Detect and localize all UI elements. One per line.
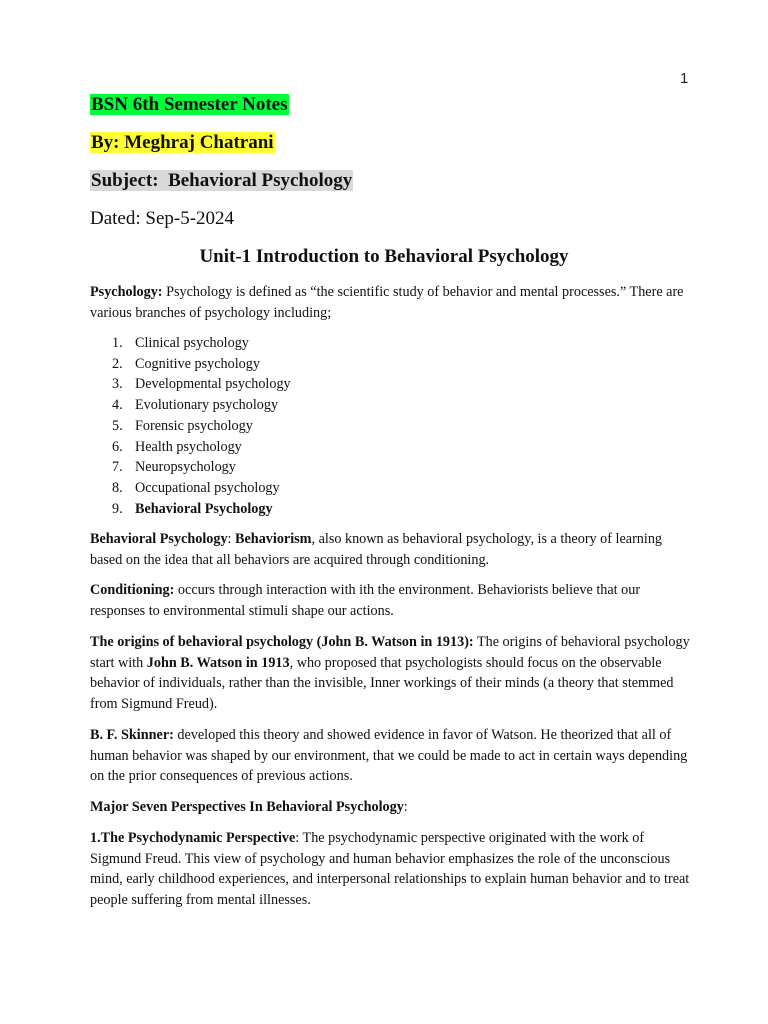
subject-value: Behavioral Psychology — [168, 170, 353, 191]
psychology-definition-text: Psychology is defined as “the scientific study of behavior and mental processes.” There are various branches of psychology including; — [90, 284, 684, 321]
psychodynamic-term: 1.The Psychodynamic Perspective — [90, 830, 296, 846]
list-item-label: Neuropsychology — [135, 459, 236, 476]
behavioral-psychology-paragraph — [90, 529, 690, 570]
list-item — [90, 395, 490, 416]
list-item — [90, 499, 490, 520]
psychodynamic-text: : The psychodynamic perspective originated with the work of Sigmund Freud. This view of psychology and human behavior emphasizes the role of the unconscious mind, early childhood experiences, and interpersonal relationships to explain human behavior and to treat people suffering from mental illnesses. — [90, 830, 690, 909]
list-item — [90, 416, 490, 437]
list-item-label: Behavioral Psychology — [135, 500, 273, 517]
list-item-label: Developmental psychology — [135, 376, 291, 393]
list-item-number: 2. — [112, 355, 123, 372]
document-header-title — [90, 93, 289, 117]
watson-term: John B. Watson in 1913 — [146, 654, 290, 671]
list-item-number: 1. — [112, 335, 123, 351]
major-perspectives-colon: : — [403, 799, 408, 815]
list-item-number: 5. — [112, 417, 123, 434]
conditioning-paragraph — [90, 580, 690, 621]
skinner-term: B. F. Skinner: — [90, 727, 174, 743]
skinner-text: developed this theory and showed evidence in favor of Watson. He theorized that all of human behavior was shaped by our environment, that we could be made to act in certain ways depending on the prior consequences of previous actions. — [90, 727, 688, 785]
list-item-label: Evolutionary psychology — [135, 397, 279, 414]
conditioning-text: occurs through interaction with ith the environment. Behaviorists believe that our responses to environmental stimuli shape our actions. — [90, 582, 641, 619]
psychology-branches-list — [90, 333, 490, 519]
list-item-label: Occupational psychology — [135, 479, 280, 496]
semester-notes-title: BSN 6th Semester Notes — [91, 94, 288, 115]
major-perspectives-term: Major Seven Perspectives In Behavioral Psychology — [90, 799, 404, 815]
list-item-label: Cognitive psychology — [135, 355, 260, 372]
list-item — [90, 333, 490, 354]
psychodynamic-paragraph — [90, 828, 690, 911]
list-item — [90, 437, 490, 458]
major-perspectives-heading — [90, 797, 690, 818]
list-item-number: 7. — [112, 459, 123, 476]
list-item — [90, 374, 490, 395]
origins-text-2: , who proposed that psychologists should focus on the observable behavior of individuals, rather than the invisible, Inner workings of their minds (a theory that stemmed from Sigmund Freud). — [90, 654, 674, 713]
list-item-number: 9. — [112, 500, 123, 517]
behavioral-psychology-term: Behavioral Psychology — [90, 531, 228, 547]
origins-term: The origins of behavioral psychology (John B. Watson in 1913): — [90, 634, 474, 650]
list-item-label: Forensic psychology — [135, 417, 253, 434]
list-item-label: Clinical psychology — [135, 335, 249, 351]
document-author-line — [90, 131, 275, 155]
subject-label: Subject: — [91, 170, 159, 191]
origins-paragraph — [90, 632, 690, 715]
psychology-definition-paragraph — [90, 282, 690, 323]
list-item-number: 4. — [112, 397, 123, 414]
unit-title: Unit-1 Introduction to Behavioral Psychology — [199, 246, 569, 267]
list-item — [90, 457, 490, 478]
list-item-number: 3. — [112, 376, 123, 393]
conditioning-term: Conditioning: — [90, 582, 175, 598]
list-item — [90, 478, 490, 499]
psychology-term: Psychology: — [90, 284, 163, 300]
origins-text-1: The origins of behavioral psychology start with — [90, 634, 690, 671]
list-item-label: Health psychology — [135, 438, 242, 455]
author-name: By: Meghraj Chatrani — [91, 132, 274, 153]
list-item-number: 8. — [112, 479, 123, 496]
behaviorism-term: Behaviorism — [235, 531, 312, 547]
list-item — [90, 354, 490, 375]
skinner-paragraph — [90, 725, 690, 787]
list-item-number: 6. — [112, 438, 123, 455]
page-number: 1 — [680, 70, 689, 87]
subject-highlight — [90, 170, 353, 191]
behavioral-separator: : — [227, 531, 236, 547]
behavioral-psychology-text: , also known as behavioral psychology, is a theory of learning based on the idea that all behaviors are acquired through conditioning. — [90, 531, 663, 568]
document-subject-line — [90, 169, 353, 193]
document-date: Dated: Sep-5-2024 — [90, 208, 235, 229]
